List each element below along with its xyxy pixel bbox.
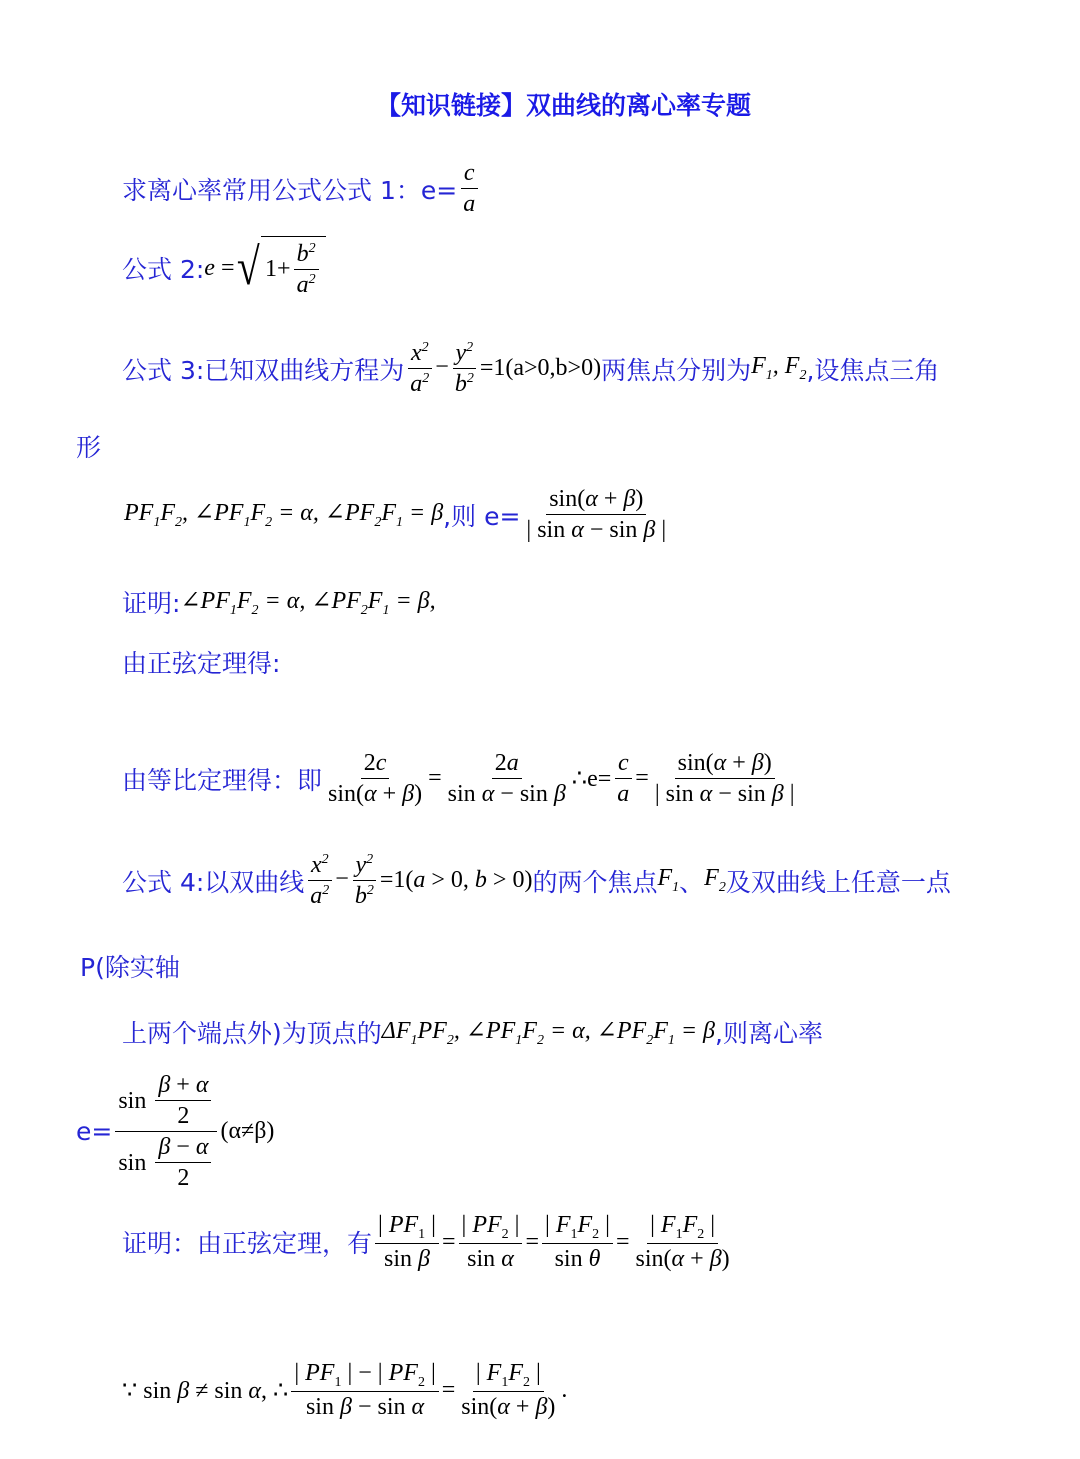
formula-4-p-line: P(除实轴 <box>80 953 180 982</box>
formula-3-then: ,则 e= <box>443 501 521 531</box>
formula-3-label: 公式 3:已知双曲线方程为 <box>122 355 405 385</box>
formula-2-label: 公式 2: <box>122 255 205 284</box>
proof-1: 证明: $\angle PF_1F_2 = \alpha$, $\angle PF_2F_1 = \beta$, <box>122 584 436 620</box>
formula-4: 公式 4:以双曲线 $\frac{x^2}{a^2}$ − $\frac{y^2}{b^2}$ =1(a > 0, b > 0) 的两个焦点 $F_1$ 、 $F_2$ 及双曲线上任意一点 <box>122 852 951 909</box>
formula-3: 公式 3:已知双曲线方程为 $\frac{x^2}{a^2}$ − $\frac{y^2}{b^2}$ =1(a>0,b>0) 两焦点分别为 $F_1$, $F_2$ ,设焦点三角 <box>122 340 940 397</box>
formula-3-tail2: ,设焦点三角 <box>806 355 940 385</box>
ratio-line: 由等比定理得：即 $\frac{2c}{\sin(\alpha + \beta)}$ = $\frac{2a}{\text{sin α − sin β}}$ ∴e= $\frac{c}{a}$ = $\frac{\sin(\alpha + \beta)}{\text{| sin α − sin β |}}$ <box>122 750 795 807</box>
formula-3-condition: =1(a>0,b>0) <box>479 355 602 381</box>
formula-3-result: $PF_1F_2$, $\angle PF_1F_2 = \alpha$, $\angle PF_2F_1 = \beta$ ,则 e= $\frac{\sin(\alpha + \beta)}{\text{| sin α − sin β |}}$ <box>124 486 667 543</box>
formula-1-label: 求离心率常用公式公式 1：e= <box>122 175 458 205</box>
final-derivation: ∵ sin β ≠ sin α, ∴ $\frac{| PF_1 | - | PF_2 |}{\text{sin β − sin α}}$ = $\frac{| F_1F_2 |}{\sin(\alpha + \beta)}$ . <box>122 1360 568 1421</box>
formula-4-line-3: 上两个端点外)为顶点的 $\Delta F_1PF_2$, $\angle PF_1F_2 = \alpha$, $\angle PF_2F_1 = \beta$ ,则离心率 <box>122 1017 823 1048</box>
proof-1-label: 证明: <box>122 589 181 618</box>
formula-2: 公式 2: e = √ 1+ $\frac{b^2}{a^2}$ <box>122 236 326 300</box>
proof-2-label: 证明：由正弦定理，有 <box>122 1229 373 1259</box>
page-title: 【知识链接】双曲线的离心率专题 <box>376 93 752 120</box>
therefore-e: ∴e= <box>571 766 612 792</box>
formula-1 <box>122 158 481 219</box>
formula-1-fraction: $\frac{c}{a}$ <box>460 158 478 219</box>
formula-4-label: 公式 4:以双曲线 <box>122 867 305 897</box>
formula-4-result: e= sin $\frac{\beta + \alpha}{2}$ sin $\frac{\beta - \alpha}{2}$ (α≠β) <box>76 1072 275 1191</box>
formula-4-tail2: 及双曲线上任意一点 <box>725 867 951 897</box>
sine-law-1: 由正弦定理得: <box>122 649 281 678</box>
formula-3-wrap: 形 <box>76 433 102 462</box>
formula-3-tail: 两焦点分别为 <box>601 355 752 385</box>
formula-4-tail: 的两个焦点 <box>532 867 658 897</box>
sqrt-expression: √ 1+ $\frac{b^2}{a^2}$ <box>234 236 325 300</box>
ratio-line-label: 由等比定理得：即 <box>122 765 323 795</box>
proof-2: 证明：由正弦定理，有 $\frac{| PF_1 |}{\text{sin β}}$ = $\frac{| PF_2 |}{\text{sin α}}$ = $\frac{| F_1F_2 |}{\text{sin θ}}$ = $\frac{| F_1F_2 |}{\sin(\alpha + \beta)}$ <box>122 1212 730 1273</box>
